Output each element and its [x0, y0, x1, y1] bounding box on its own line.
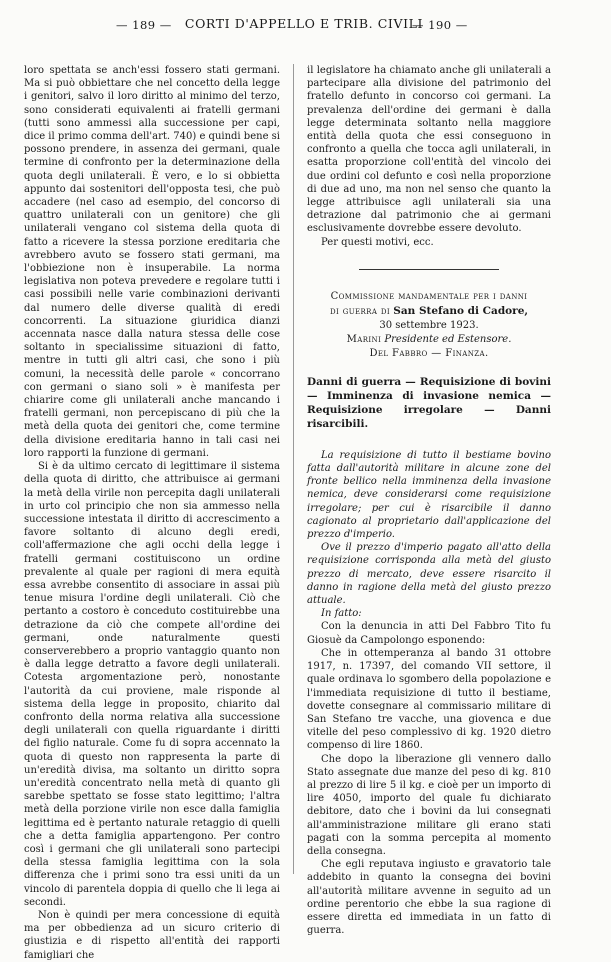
- page-number-left: — 189 —: [116, 18, 172, 32]
- left-paragraph: loro spettata se anch'essi fossero stati germani. Ma si può obbiettare che nel concetto della legge i genitori, salvo il loro diritto al minimo del terzo, sono considerati equivalenti ai fratelli germani (tutti sono ammessi alla successione per capi, dice il primo comma dell'art. 740) e quindi bene si possono prendere, in assenza dei germani, quale termine di confronto per la determinazione della quota degli unilaterali. È vero, e lo si obbietta appunto dai sostenitori dell'opposta tesi, che può accadere (nel caso ad esempio, del concorso di quattro unilaterali con un genitore) che gli unilaterali vengano col sistema della quota di fatto a ricevere la stessa porzione ereditaria che avrebbero avuto se fossero stati germani, ma l'obbiezione non è insuperabile. La norma legislativa non poteva prevedere e regolare tutti i casi possibili nelle varie combinazioni derivanti dal numero delle diverse qualità di eredi concorrenti. La situazione giuridica dianzi accennata nasce dalla natura stessa delle cose soltanto in specialissime situazioni di fatto, mentre in tutti gli altri casi, che sono i più comuni, la necessità delle parole « concorrano con germani o siano soli » è manifesta per chiarire come gli unilaterali anche mancando i fratelli germani, non percepiscano di più che la metà della quota dei genitori che, come termine della divisione ereditaria hanno in tali casi nei loro rapporti la funzione di germani.: [24, 65, 280, 459]
- headnote: Ove il prezzo d'imperio pagato all'atto della requisizione corrisponda alla metà del giusto prezzo di mercato, deve essere risarcito il danno in ragione della metà del giusto prezzo attuale.: [307, 542, 551, 607]
- court-heading: [307, 290, 551, 361]
- headnote: La requisizione di tutto il bestiame bovino fatta dall'autorità militare in alcune zone del fronte bellico nella imminenza della invasione nemica, deve considerarsi come requisizione irregolare; per cui è risarcibile il danno cagionato al proprietario dall'applicazione del prezzo d'imperio.: [307, 449, 551, 541]
- president-name: Marini: [346, 333, 382, 345]
- left-paragraph: Non è quindi per mera concessione di equità ma per obbedienza ad un sicuro criterio di giustizia e di rispetto all'entità dei rapporti famigliari che: [24, 910, 280, 961]
- headnotes: [307, 449, 551, 607]
- right-paragraph: il legislatore ha chiamato anche gli unilaterali a partecipare alla divisione del patrimonio del fratello defunto in concorso coi germani. La prevalenza dell'ordine dei germani è dalla legge determinata soltanto nella maggiore entità della quota che essi conseguono in confronto a quella che tocca agli unilaterali, in esatta proporzione coll'entità del vincolo dei due ordini col defunto e così nella proporzione di due ad uno, ma non nel senso che quanto la legge attribuisce agli unilaterali sia una detrazione dal patrimonio che ai germani esclusivamente dovrebbe essere devoluto.: [307, 65, 551, 235]
- court-location-prefix: di guerra di: [329, 305, 391, 317]
- page-number-right: — 190 —: [412, 18, 468, 32]
- massima: Danni di guerra — Requisizione di bovini — Imminenza di invasione nemica — Requisizione irregolare — Danni risarcibili.: [307, 375, 551, 430]
- section-divider: [359, 269, 499, 270]
- court-place: San Stefano di Cadore,: [393, 304, 529, 317]
- running-header: [24, 16, 584, 36]
- court-location: [307, 304, 551, 319]
- fact-paragraph: Che in ottemperanza al bando 31 ottobre 1917, n. 17397, del comando VII settore, il quale ordinava lo sgombero della popolazione e l'immediata requisizione di tutto il bestiame, dovette consegnare al commissario militare di San Stefano tre vacche, una giovenca e due vitelle del peso complessivo di kg. 1920 dietro compenso di lire 1860.: [307, 647, 551, 752]
- right-column: [307, 64, 551, 937]
- president-line: [307, 333, 551, 347]
- closing-formula: Per questi motivi, ecc.: [321, 236, 434, 248]
- left-paragraph: Si è da ultimo cercato di legittimare il sistema della quota di diritto, che attribuisce ai germani la metà della virile non percepita dagli unilaterali in urto col principio che non sia ammesso nella successione intestata il diritto di accrescimento a favore soltanto di alcuno degli eredi, coll'affermazione che agli occhi della legge i fratelli germani costituiscono un ordine prevalente al quale per ragioni di mera equità essa avrebbe consentito di associare in assai più tenue misura l'ordine degli unilaterali. Ciò che pertanto a costoro è conceduto costituirebbe una detrazione da ciò che compete all'ordine dei germani, onde naturalmente questi conserverebbero a proprio vantaggio quanto non è dalla legge detratto a favore degli unilaterali. Cotesta argomentazione però, nonostante l'autorità da cui proviene, male risponde al sistema della legge in proposito, chiarito dal confronto della norma relativa alla successione degli unilaterali con quella riguardante i diritti del figlio naturale. Come fu di sopra accennato la quota di questo non rappresenta la parte di un'eredità divisa, ma soltanto un diritto sopra un'eredità concentrato nella metà di quanto gli sarebbe spettato se fosse stato legittimo; l'altra metà della porzione virile non esce dalla famiglia legittima ed è pertanto naturale retaggio di quelli che a detta famiglia appartengono. Per contro così i germani che gli unilaterali sono partecipi della stessa famiglia legittima con la sola differenza che i primi sono tra essi uniti da un vincolo di parentela doppia di quello che li lega ai secondi.: [24, 461, 280, 908]
- president-role: Presidente ed Estensore.: [384, 333, 512, 345]
- fact-paragraph: Che egli reputava ingiusto e gravatorio tale addebito in quanto la consegna dei bovini all'autorità militare avvenne in seguito ad un ordine perentorio che ebbe la sua ragione di essere diretta ed immediata in un fatto di guerra.: [307, 859, 551, 937]
- decision-date: 30 settembre 1923.: [379, 319, 479, 331]
- in-fatto-heading: In fatto:: [321, 608, 362, 620]
- parties: Del Fabbro — Finanza.: [369, 347, 489, 359]
- running-title: CORTI D'APPELLO E TRIB. CIVILI: [184, 16, 424, 31]
- fact-paragraph: Che dopo la liberazione gli vennero dallo Stato assegnate due manze del peso di kg. 810 al prezzo di lire 5 il kg. e cioè per un importo di lire 4050, importo del quale fu dichiarato debitore, dato che i bovini da lui consegnati all'amministrazione militare gli erano stati pagati con la somma percepita al momento della consegna.: [307, 753, 551, 857]
- court-name: Commissione mandamentale per i danni: [330, 290, 528, 302]
- fact-paragraph: Con la denuncia in atti Del Fabbro Tito fu Giosuè da Campolongo esponendo:: [307, 621, 551, 646]
- left-column: [24, 64, 280, 962]
- column-rule: [293, 64, 294, 874]
